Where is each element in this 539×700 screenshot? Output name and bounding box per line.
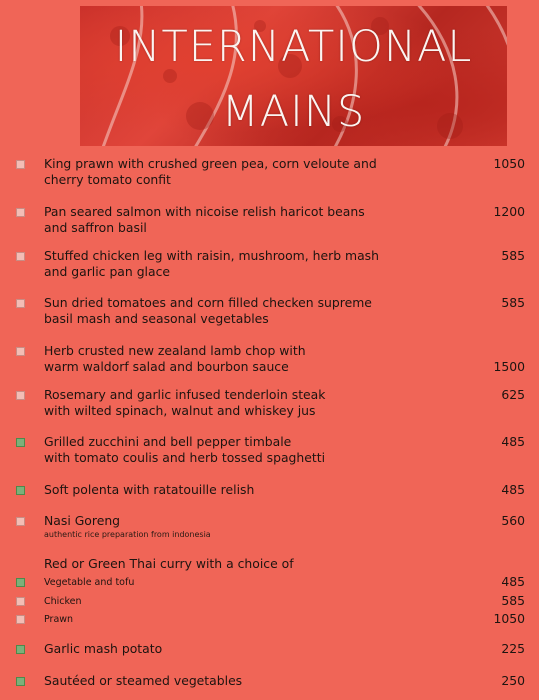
item-price: 225 — [501, 641, 525, 656]
item-description: basil mash and seasonal vegetables — [44, 311, 269, 326]
page-title-line1: INTERNATIONAL — [114, 22, 473, 72]
item-name: Herb crusted new zealand lamb chop with — [44, 343, 306, 358]
curry-heading-text: Red or Green Thai curry with a choice of — [44, 556, 294, 571]
option-price: 585 — [501, 593, 525, 608]
nonveg-marker-icon — [16, 597, 25, 606]
item-name: Pan seared salmon with nicoise relish haricot beans — [44, 204, 365, 219]
item-price: 485 — [501, 482, 525, 497]
option-price: 485 — [501, 574, 525, 589]
option-name: Vegetable and tofu — [44, 577, 135, 588]
item-name: King prawn with crushed green pea, corn veloute and — [44, 156, 377, 171]
item-name: Garlic mash potato — [44, 641, 163, 656]
item-description: authentic rice preparation from indonesia — [44, 530, 211, 539]
item-price: 1200 — [493, 204, 525, 219]
item-description: and garlic pan glace — [44, 264, 171, 279]
item-price: 625 — [501, 387, 525, 402]
item-description: cherry tomato confit — [44, 172, 171, 187]
item-name: Soft polenta with ratatouille relish — [44, 482, 255, 497]
nonveg-marker-icon — [16, 347, 25, 356]
item-description: with tomato coulis and herb tossed spaghetti — [44, 450, 326, 465]
option-name: Prawn — [44, 614, 74, 625]
item-price: 485 — [501, 434, 525, 449]
nonveg-marker-icon — [16, 391, 25, 400]
item-description: warm waldorf salad and bourbon sauce — [44, 359, 289, 374]
item-description: and saffron basil — [44, 220, 147, 235]
item-price: 250 — [501, 673, 525, 688]
veg-marker-icon — [16, 645, 25, 654]
veg-marker-icon — [16, 438, 25, 447]
veg-marker-icon — [16, 677, 25, 686]
item-name: Rosemary and garlic infused tenderloin steak — [44, 387, 326, 402]
nonveg-marker-icon — [16, 517, 25, 526]
nonveg-marker-icon — [16, 252, 25, 261]
veg-marker-icon — [16, 578, 25, 587]
page-title-line2: MAINS — [221, 87, 366, 137]
item-price: 1050 — [493, 156, 525, 171]
item-price: 585 — [501, 295, 525, 310]
title-banner — [80, 6, 507, 146]
veg-marker-icon — [16, 486, 25, 495]
nonveg-marker-icon — [16, 160, 25, 169]
option-price: 1050 — [493, 611, 525, 626]
item-name: Sun dried tomatoes and corn filled checken supreme — [44, 295, 372, 310]
item-price: 1500 — [493, 359, 525, 374]
item-price: 560 — [501, 513, 525, 528]
item-name: Grilled zucchini and bell pepper timbale — [44, 434, 292, 449]
item-description: with wilted spinach, walnut and whiskey jus — [44, 403, 316, 418]
nonveg-marker-icon — [16, 208, 25, 217]
item-name: Nasi Goreng — [44, 513, 121, 528]
item-name: Stuffed chicken leg with raisin, mushroom, herb mash — [44, 248, 379, 263]
nonveg-marker-icon — [16, 299, 25, 308]
option-name: Chicken — [44, 596, 82, 607]
nonveg-marker-icon — [16, 615, 25, 624]
item-price: 585 — [501, 248, 525, 263]
item-name: Sautéed or steamed vegetables — [44, 673, 243, 688]
